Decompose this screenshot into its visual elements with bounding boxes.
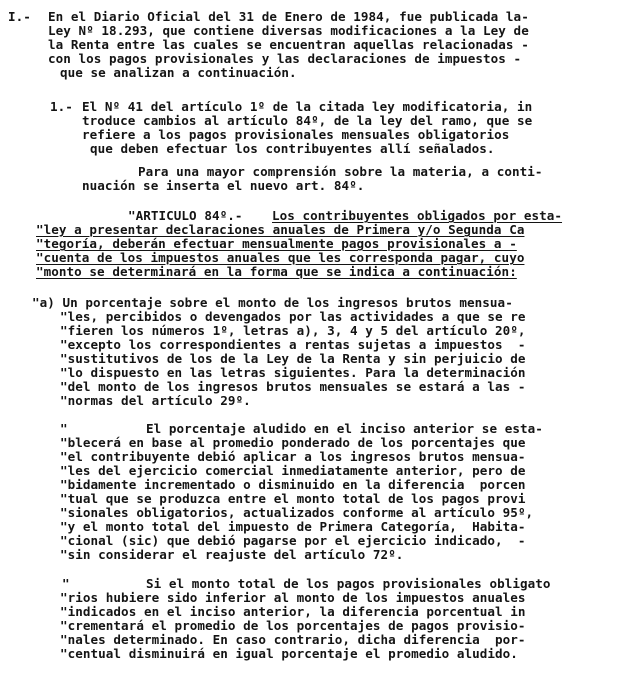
text-line: que se analizan a continuación. <box>60 65 297 80</box>
text-line: Ley Nº 18.293, que contiene diversas modificaciones a la Ley de <box>48 23 529 38</box>
text-line: "indicados en el inciso anterior, la diferencia porcentual in <box>60 604 526 619</box>
text-line: Para una mayor comprensión sobre la materia, a conti- <box>138 164 543 179</box>
text-line: troduce cambios al artículo 84º, de la ley del ramo, que se <box>82 113 533 128</box>
section-marker: I.- <box>8 9 31 24</box>
text-line: "sionales obligatorios, actualizados conforme al artículo 95º, <box>60 505 534 520</box>
article-heading: "ARTICULO 84º.- <box>128 208 243 223</box>
text-line: nuación se inserta el nuevo art. 84º. <box>82 178 365 193</box>
underlined-line: "cuenta de los impuestos anuales que les corresponda pagar, cuyo <box>36 250 525 265</box>
text-line: la Renta entre las cuales se encuentran aquellas relacionadas - <box>48 37 529 52</box>
underlined-line: "tegoría, deberán efectuar mensualmente pagos provisionales a - <box>36 236 517 251</box>
text-line: "tual que se produzca entre el monto total de los pagos provi <box>60 491 526 506</box>
text-line: "centual disminuirá en igual porcentaje el promedio aludido. <box>60 646 518 661</box>
underlined-line: "monto se determinará en la forma que se indica a continuación: <box>36 264 517 279</box>
text-line: refiere a los pagos provisionales mensuales obligatorios <box>82 127 510 142</box>
text-line: "a) Un porcentaje sobre el monto de los ingresos brutos mensua- <box>32 295 513 310</box>
text-line: "les del ejercicio comercial inmediatamente anterior, pero de <box>60 463 526 478</box>
text-line: "lo dispuesto en las letras siguientes. Para la determinación <box>60 365 526 380</box>
text-line: "sustitutivos de los de la Ley de la Renta y sin perjuicio de <box>60 351 526 366</box>
quote-mark: " <box>60 421 68 436</box>
text-line: "normas del artículo 29º. <box>60 393 251 408</box>
text-line: En el Diario Oficial del 31 de Enero de 1984, fue publicada la- <box>48 9 529 24</box>
text-line: "excepto los correspondientes a rentas sujetas a impuestos - <box>60 337 526 352</box>
text-line: "blecerá en base al promedio ponderado de los porcentajes que <box>60 435 526 450</box>
underlined-line: "ley a presentar declaraciones anuales de Primera y/o Segunda Ca <box>36 222 525 237</box>
text-line: "crementará el promedio de los porcentajes de pagos provisio- <box>60 618 526 633</box>
text-line: "nales determinado. En caso contrario, dicha diferencia por- <box>60 632 526 647</box>
text-line: "y el monto total del impuesto de Primera Categoría, Habita- <box>60 519 526 534</box>
text-line: "fieren los números 1º, letras a), 3, 4 y 5 del artículo 20º, <box>60 323 526 338</box>
text-line: "cional (sic) que debió pagarse por el ejercicio indicado, - <box>60 533 526 548</box>
text-line: "el contribuyente debió aplicar a los ingresos brutos mensua- <box>60 449 526 464</box>
item-marker: 1.- <box>50 99 73 114</box>
underlined-line: Los contribuyentes obligados por esta- <box>272 208 563 223</box>
text-line: que deben efectuar los contribuyentes allí señalados. <box>90 141 495 156</box>
text-line: El Nº 41 del artículo 1º de la citada ley modificatoria, in <box>82 99 533 114</box>
text-line: "bidamente incrementado o disminuido en la diferencia porcen <box>60 477 526 492</box>
text-line: "rios hubiere sido inferior al monto de los impuestos anuales <box>60 590 526 605</box>
text-line: con los pagos provisionales y las declaraciones de impuestos - <box>48 51 522 66</box>
text-line: "sin considerar el reajuste del artículo 72º. <box>60 547 404 562</box>
text-line: "del monto de los ingresos brutos mensuales se estará a las - <box>60 379 526 394</box>
text-line: "les, percibidos o devengados por las actividades a que se re <box>60 309 526 324</box>
text-line: El porcentaje aludido en el inciso anterior se esta- <box>146 421 543 436</box>
quote-mark: " <box>62 576 70 591</box>
text-line: Si el monto total de los pagos provisionales obligato <box>146 576 551 591</box>
